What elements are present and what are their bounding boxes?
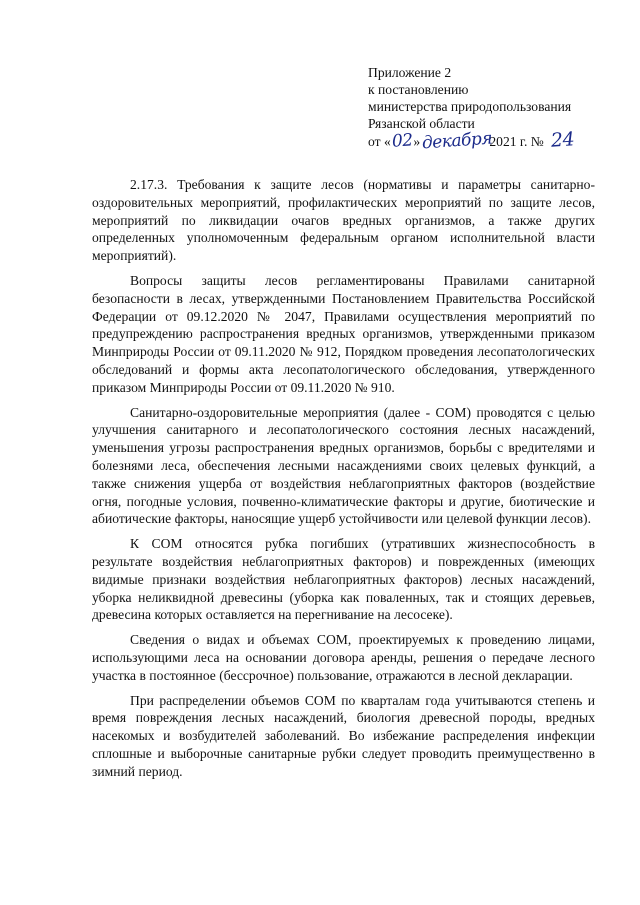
paragraph-requirements: 2.17.3. Требования к защите лесов (нормативы и параметры санитарно-оздоровительных мероприятий, профилактических мероприятий по защите лесов, мероприятий по ликвидации очагов вредных организмов, а также других определенных уполномоченным федеральным органом исполнительной власти мероприятий).: [92, 177, 595, 264]
order-quote-close: »: [413, 134, 421, 149]
paragraph-som-purpose: Санитарно-оздоровительные мероприятия (далее - СОМ) проводятся с целью улучшения санитарного и лесопатологического состояния лесных насаждений, уменьшения угрозы распространения вредных организмов, борьбы с вредителями и болезнями леса, обеспечения лесными насаждениями своих целевых функций, а также снижения ущерба от воздействия неблагоприятных факторов (воздействие огня, погодные условия, почвенно-климатические факторы и другие, биотические и абиотические факторы, наносящие ущерб устойчивости или целевой функции лесов).: [92, 404, 595, 527]
order-date-line: [368, 128, 618, 154]
ministry-name: министерства природопользования: [368, 99, 572, 114]
appendix-title: Приложение 2: [368, 65, 452, 80]
handwritten-month: декабря: [421, 128, 493, 154]
document-body: [92, 176, 595, 781]
handwritten-order-number: 24: [550, 128, 576, 152]
order-year: 2021: [489, 134, 517, 149]
handwritten-day: 02: [391, 130, 414, 152]
region-name: Рязанской области: [368, 116, 475, 131]
approval-header: [368, 64, 618, 154]
decree-reference: к постановлению: [368, 82, 469, 97]
paragraph-som-scope: К СОМ относятся рубка погибших (утративших жизнеспособность в результате воздействия неблагоприятных факторов) и поврежденных (имеющих видимые признаки воздействия неблагоприятных факторов) лесных насаждений, уборка неликвидной древесины (уборка как поваленных, так и стоящих деревьев, древесина которых оставляется на перегнивание на лесосеке).: [92, 536, 595, 623]
paragraph-som-declaration: Сведения о видах и объемах СОМ, проектируемых к проведению лицами, использующими леса на основании договора аренды, решения о передаче лесного участка в постоянное (бессрочное) пользование, отражаются в лесной декларации.: [92, 632, 595, 683]
order-prefix: от «: [368, 134, 391, 149]
order-suffix: г. №: [516, 134, 548, 149]
paragraph-som-distribution: При распределении объемов СОМ по кварталам года учитываются степень и время повреждения лесных насаждений, биология древесной породы, вредных насекомых и возбудителей заболеваний. Во избежание распределения инфекции сплошные и выборочные санитарные рубки следует проводить преимущественно в зимний период.: [92, 692, 595, 779]
paragraph-regulations: Вопросы защиты лесов регламентированы Правилами санитарной безопасности в лесах, утвержденными Постановлением Правительства Российской Федерации от 09.12.2020 № 2047, Правилами осуществления мероприятий по предупреждению распространения вредных организмов, утвержденными приказом Минприроды России от 09.11.2020 № 912, Порядком проведения лесопатологических обследований и формы акта лесопатологического обследования, утвержденного приказом Минприроды России от 09.11.2020 № 910.: [92, 272, 595, 395]
